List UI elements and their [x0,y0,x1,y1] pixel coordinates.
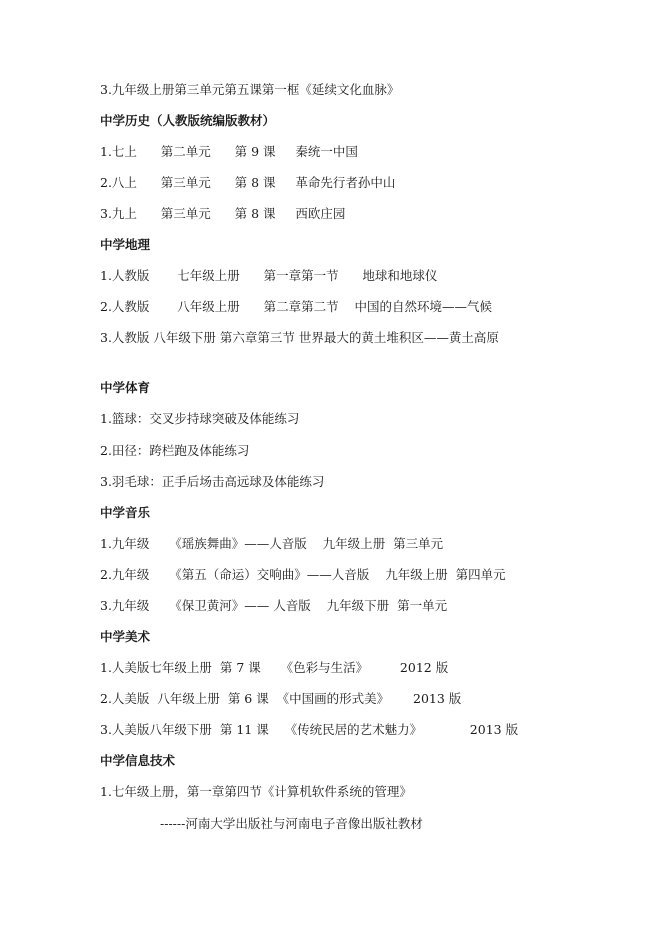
music-item: 2.九年级 《第五（命运）交响曲》——人音版 九年级上册 第四单元 [100,567,506,582]
geography-item: 3.人教版 八年级下册 第六章第三节 世界最大的黄土堆积区——黄土高原 [100,330,499,345]
geography-item: 1.人教版 七年级上册 第一章第一节 地球和地球仪 [100,268,438,283]
pe-item: 3.羽毛球：正手后场击高远球及体能练习 [100,474,325,489]
history-item: 1.七上 第二单元 第 9 课 秦统一中国 [100,144,358,159]
civics-item-3: 3.九年级上册第三单元第五课第一框《延续文化血脉》 [100,82,400,97]
history-item: 3.九上 第三单元 第 8 课 西欧庄园 [100,206,346,221]
music-item: 3.九年级 《保卫黄河》—— 人音版 九年级下册 第一单元 [100,598,448,613]
publisher-note: ------河南大学出版社与河南电子音像出版社教材 [160,816,423,831]
it-item: 1.七年级上册，第一章第四节《计算机软件系统的管理》 [100,784,412,799]
history-item: 2.八上 第三单元 第 8 课 革命先行者孙中山 [100,175,396,190]
art-item: 1.人美版七年级上册 第 7 课 《色彩与生活》 2012 版 [100,660,449,675]
it-heading: 中学信息技术 [100,753,176,768]
art-item: 2.人美版 八年级上册 第 6 课 《中国画的形式美》 2013 版 [100,691,462,706]
art-heading: 中学美术 [100,629,151,644]
geography-heading: 中学地理 [100,237,151,252]
music-heading: 中学音乐 [100,505,151,520]
pe-item: 2.田径：跨栏跑及体能练习 [100,443,250,458]
music-item: 1.九年级 《瑶族舞曲》——人音版 九年级上册 第三单元 [100,536,444,551]
geography-item: 2.人教版 八年级上册 第二章第二节 中国的自然环境——气候 [100,299,492,314]
art-item: 3.人美版八年级下册 第 11 课 《传统民居的艺术魅力》 2013 版 [100,722,519,737]
history-heading: 中学历史（人教版统编版教材） [100,113,276,128]
pe-item: 1.篮球：交叉步持球突破及体能练习 [100,411,300,426]
pe-heading: 中学体育 [100,380,151,395]
